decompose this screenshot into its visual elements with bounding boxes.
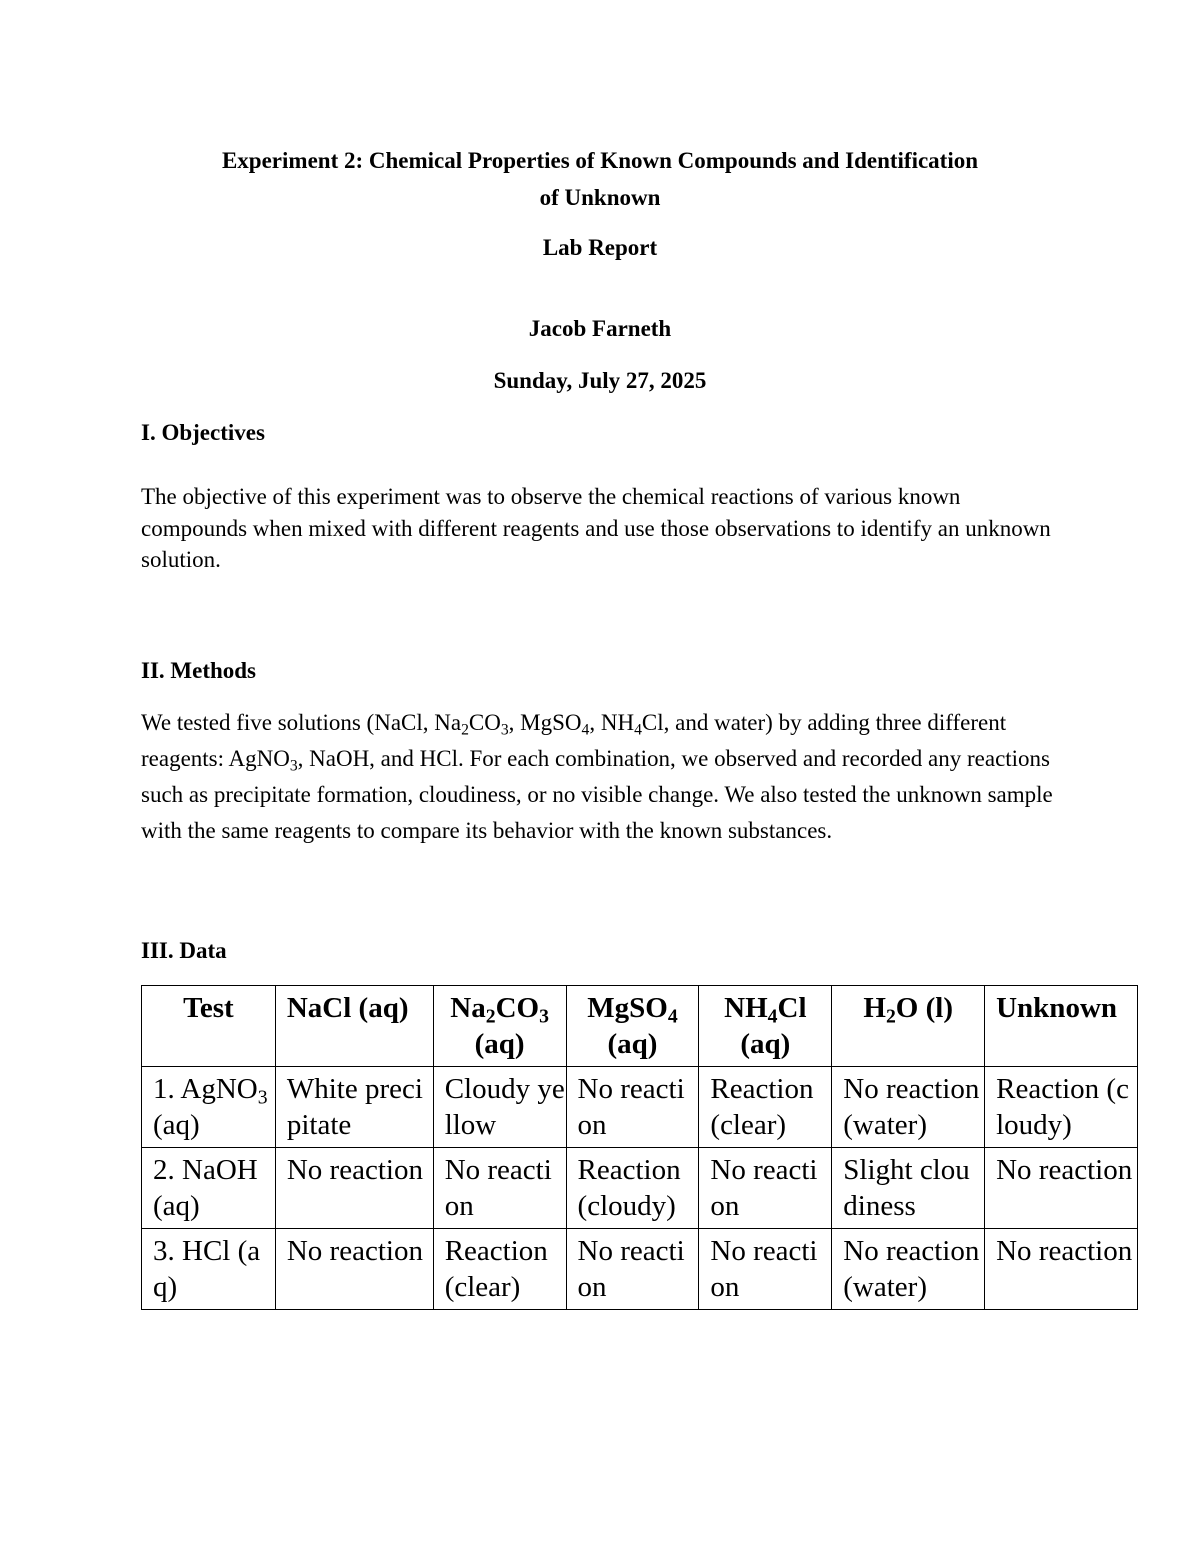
table-header-row — [142, 986, 1138, 1067]
table-cell: No reaction — [699, 1229, 832, 1310]
data-heading: III. Data — [141, 938, 227, 963]
methods-subscript: 3 — [289, 757, 298, 775]
table-row — [142, 1067, 1138, 1148]
methods-text: , MgSO — [508, 710, 582, 735]
table-cell: Reaction (cloudy) — [985, 1067, 1138, 1148]
header-text: CO — [495, 992, 540, 1024]
row-test-naoh: 2. NaOH (aq) — [142, 1148, 276, 1229]
header-subscript: 2 — [485, 1005, 496, 1028]
table-cell: No reaction — [566, 1067, 699, 1148]
test-label: (aq) — [153, 1109, 200, 1141]
header-subscript: 4 — [767, 1005, 778, 1028]
header-text: NH — [724, 992, 768, 1024]
methods-subscript: 2 — [461, 721, 469, 739]
header-subscript: 2 — [885, 1005, 896, 1028]
title-line-2: of Unknown — [539, 185, 661, 210]
methods-text: , NH — [589, 710, 635, 735]
table-cell: No reaction — [985, 1148, 1138, 1229]
table-cell: No reaction — [699, 1148, 832, 1229]
header-nh4cl — [699, 986, 832, 1067]
header-subscript: 4 — [667, 1005, 678, 1028]
table-row — [142, 1148, 1138, 1229]
methods-text: , NaOH, and HCl. For each combination, we observed and recorded any reactions such as precipitate formation, cloudiness, or no visible change. We also tested the unknown sample with the same reagents to compare its behavior with the known substances. — [141, 746, 1053, 843]
table-cell: No reaction — [566, 1229, 699, 1310]
table-cell: Cloudy yellow — [433, 1067, 566, 1148]
header-text: (aq) — [474, 1028, 525, 1060]
row-test-agno3 — [142, 1067, 276, 1148]
header-unknown-label: Unknown — [996, 992, 1118, 1024]
header-text: Cl — [777, 992, 807, 1024]
row-test-hcl: 3. HCl (aq) — [142, 1229, 276, 1310]
header-mgso4 — [566, 986, 699, 1067]
table-cell: No reaction (water) — [832, 1067, 985, 1148]
header-text: O (l) — [895, 992, 953, 1024]
header-text: (aq) — [607, 1028, 658, 1060]
table-cell: Slight cloudiness — [832, 1148, 985, 1229]
data-table — [141, 985, 1138, 1310]
test-subscript: 3 — [257, 1086, 268, 1109]
header-test — [142, 986, 276, 1067]
test-label: 1. AgNO — [153, 1073, 258, 1105]
header-unknown — [985, 986, 1138, 1067]
header-na2co3 — [433, 986, 566, 1067]
table-cell: No reaction — [275, 1229, 433, 1310]
header-nacl-label: NaCl (aq) — [286, 992, 409, 1024]
title-line-1: Experiment 2: Chemical Properties of Known Compounds and Identification — [221, 148, 979, 173]
report-date: Sunday, July 27, 2025 — [493, 368, 707, 393]
header-test-label: Test — [183, 992, 234, 1024]
table-cell: Reaction (cloudy) — [566, 1148, 699, 1229]
header-subscript: 3 — [539, 1005, 549, 1028]
table-cell: White precipitate — [275, 1067, 433, 1148]
objectives-heading: I. Objectives — [141, 420, 265, 445]
table-row — [142, 1229, 1138, 1310]
table-cell: Reaction (clear) — [433, 1229, 566, 1310]
table-cell: Reaction (clear) — [699, 1067, 832, 1148]
header-text: (aq) — [740, 1028, 791, 1060]
header-nacl — [275, 986, 433, 1067]
objectives-paragraph: The objective of this experiment was to observe the chemical reactions of various known compounds when mixed with different reagents and use those observations to identify an unknown solution. — [141, 484, 1051, 572]
author-name: Jacob Farneth — [528, 316, 672, 341]
document-title — [100, 142, 1100, 216]
document-subtitle: Lab Report — [542, 235, 658, 260]
methods-heading: II. Methods — [141, 658, 257, 683]
table-cell: No reaction — [433, 1148, 566, 1229]
methods-paragraph — [141, 705, 1061, 849]
header-text: H — [863, 992, 886, 1024]
header-text: MgSO — [587, 992, 668, 1024]
methods-text: Cl, and water) by adding three different reagents: AgNO — [141, 710, 1007, 771]
table-cell: No reaction — [985, 1229, 1138, 1310]
table-cell: No reaction — [275, 1148, 433, 1229]
methods-text: We tested five solutions (NaCl, Na — [141, 710, 462, 735]
methods-subscript: 3 — [500, 721, 509, 739]
methods-subscript: 4 — [634, 721, 642, 739]
methods-text: CO — [468, 710, 501, 735]
header-text: Na — [450, 992, 486, 1024]
header-h2o — [832, 986, 985, 1067]
table-cell: No reaction (water) — [832, 1229, 985, 1310]
methods-subscript: 4 — [581, 721, 590, 739]
